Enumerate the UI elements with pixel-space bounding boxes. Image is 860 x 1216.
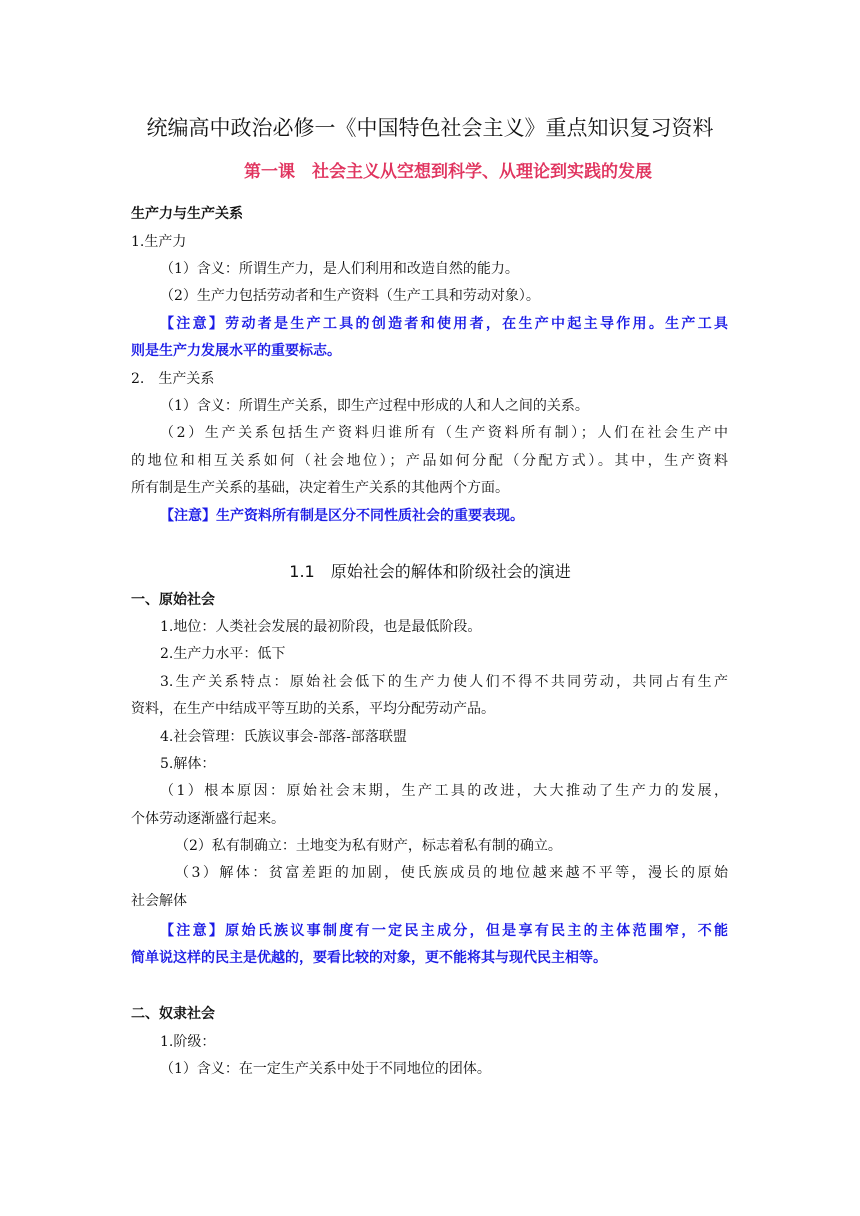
part1-paragraph-3-line-1: 3.生产关系特点：原始社会低下的生产力使人们不得不共同劳动，共同占有生产 bbox=[160, 674, 728, 690]
item2-paragraph-1: （1）含义：所谓生产关系，即生产过程中形成的人和人之间的关系。 bbox=[160, 398, 589, 414]
part1-item-3-line-2: 社会解体 bbox=[131, 893, 187, 909]
part1-heading: 一、原始社会 bbox=[131, 592, 215, 608]
part1-paragraph-3-line-2: 资料，在生产中结成平等互助的关系，平均分配劳动产品。 bbox=[131, 701, 495, 717]
part1-item-3-line-1: （3）解体：贫富差距的加剧，使氏族成员的地位越来越不平等，漫长的原始 bbox=[175, 865, 728, 881]
intro-heading: 生产力与生产关系 bbox=[131, 206, 243, 222]
part2-item-1: （1）含义：在一定生产关系中处于不同地位的团体。 bbox=[160, 1061, 491, 1077]
part1-item-1-line-2: 个体劳动逐渐盛行起来。 bbox=[131, 811, 285, 827]
part1-note-line-1: 【注意】原始氏族议事制度有一定民主成分，但是享有民主的主体范围窄，不能 bbox=[160, 923, 728, 939]
section-title: 1.1 原始社会的解体和阶级社会的演进 bbox=[289, 562, 571, 581]
part1-note-line-2: 简单说这样的民主是优越的，要看比较的对象，更不能将其与现代民主相等。 bbox=[131, 950, 607, 966]
item2-paragraph-2-line-2: 的地位和相互关系如何（社会地位）；产品如何分配（分配方式）。其中，生产资料 bbox=[131, 453, 728, 469]
part1-paragraph-1: 1.地位：人类社会发展的最初阶段，也是最低阶段。 bbox=[160, 619, 482, 635]
part1-paragraph-4: 4.社会管理：氏族议事会-部落-部落联盟 bbox=[160, 729, 407, 745]
item2-label: 2. 生产关系 bbox=[131, 371, 215, 387]
item1-paragraph-1: （1）含义：所谓生产力，是人们利用和改造自然的能力。 bbox=[160, 261, 519, 277]
part1-paragraph-2: 2.生产力水平：低下 bbox=[160, 646, 286, 662]
note-1-line-1: 【注意】劳动者是生产工具的创造者和使用者，在生产中起主导作用。生产工具 bbox=[160, 316, 728, 332]
note-1-line-2: 则是生产力发展水平的重要标志。 bbox=[131, 343, 341, 359]
part1-item-2: （2）私有制确立：土地变为私有财产，标志着私有制的确立。 bbox=[175, 838, 562, 854]
item2-paragraph-2-line-1: （2）生产关系包括生产资料归谁所有（生产资料所有制）；人们在社会生产中 bbox=[160, 425, 728, 441]
note-2: 【注意】生产资料所有制是区分不同性质社会的重要表现。 bbox=[160, 508, 524, 524]
item1-paragraph-2: （2）生产力包括劳动者和生产资料（生产工具和劳动对象）。 bbox=[160, 288, 540, 304]
part2-heading: 二、奴隶社会 bbox=[131, 1006, 215, 1022]
part1-paragraph-5: 5.解体： bbox=[160, 756, 216, 772]
lesson-title: 第一课 社会主义从空想到科学、从理论到实践的发展 bbox=[244, 162, 652, 182]
part2-paragraph-1: 1.阶级： bbox=[160, 1034, 216, 1050]
document-title: 统编高中政治必修一《中国特色社会主义》重点知识复习资料 bbox=[146, 116, 714, 140]
part1-item-1-line-1: （1）根本原因：原始社会末期，生产工具的改进，大大推动了生产力的发展， bbox=[160, 783, 728, 799]
item1-label: 1.生产力 bbox=[131, 234, 187, 250]
item2-paragraph-2-line-3: 所有制是生产关系的基础，决定着生产关系的其他两个方面。 bbox=[131, 480, 509, 496]
